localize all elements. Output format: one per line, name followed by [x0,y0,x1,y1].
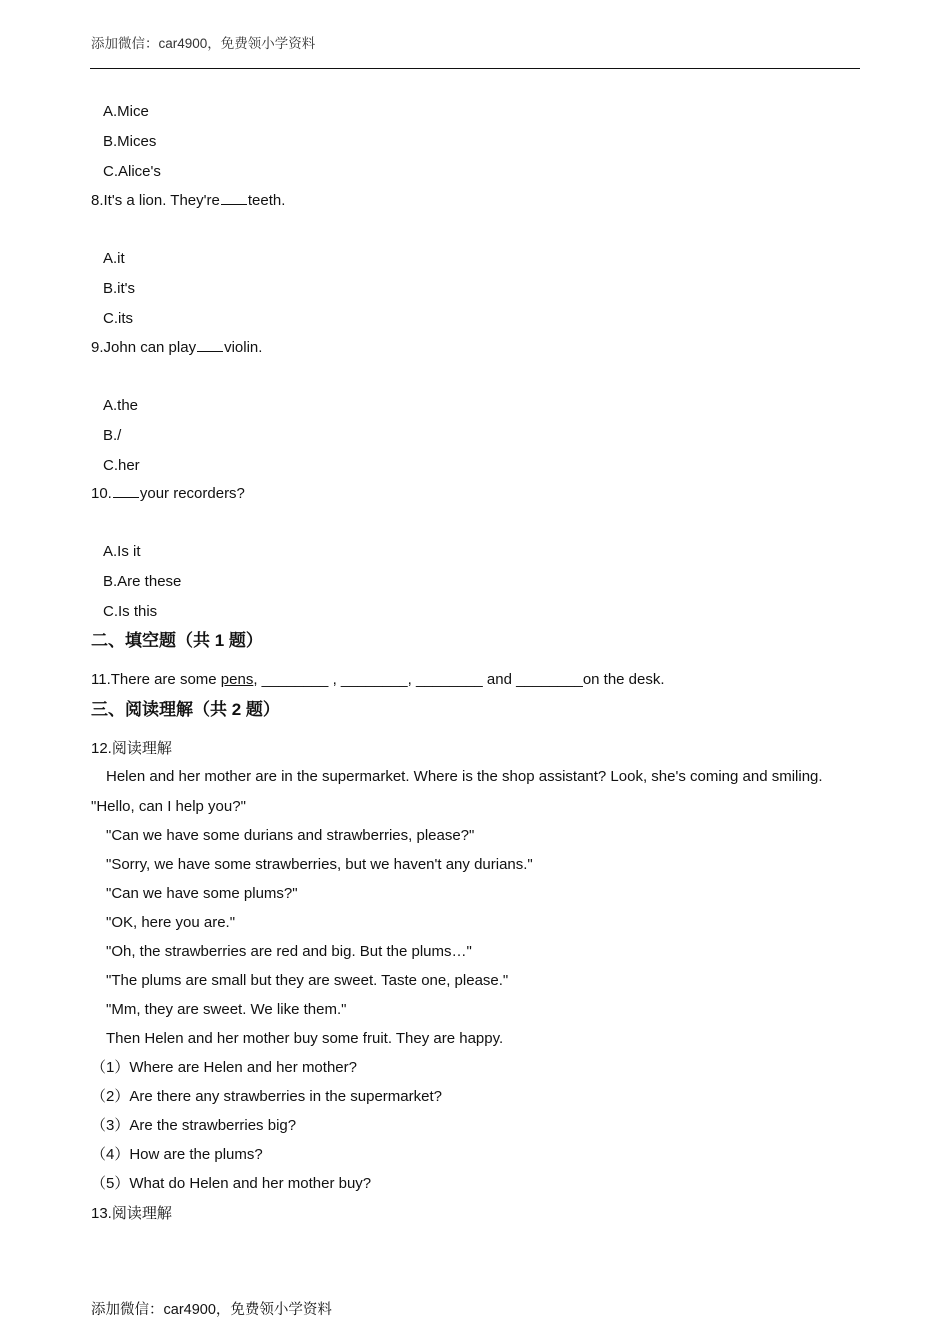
passage-line: "The plums are small but they are sweet. Taste one, please." [106,972,509,989]
question-10-suffix: your recorders? [139,485,245,502]
question-11-example-word: pens [220,671,254,688]
question-10-prefix: 10. [91,485,112,502]
q7-option-c: C.Alice's [103,163,161,180]
question-11-rest: , ________ , ________, ________ and ________on the desk. [253,671,665,688]
q8-option-c: C.its [103,310,133,327]
q10-option-b: B.Are these [103,573,182,590]
q8-option-a: A.it [103,250,125,267]
q9-option-c: C.her [103,457,140,474]
q7-option-a: A.Mice [103,103,149,120]
passage-line: "Oh, the strawberries are red and big. But the plums…" [106,943,472,960]
question-9 [91,338,262,358]
sub-question-3: （3）Are the strawberries big? [91,1117,297,1134]
question-9-prefix: 9.John can play [91,339,197,356]
question-11 [91,670,665,690]
passage-line: "Hello, can I help you?" [91,798,246,815]
question-8 [91,191,285,211]
question-8-prefix: 8.It's a lion. They're [91,192,220,209]
passage-line: "Sorry, we have some strawberries, but we haven't any durians." [106,856,533,873]
question-11-prefix: 11.There are some [91,671,221,688]
passage-line: Then Helen and her mother buy some fruit. They are happy. [106,1030,504,1047]
q8-option-b: B.it's [103,280,136,297]
section-heading-fill-in: 二、填空题（共 1 题） [91,631,263,650]
q10-option-c: C.Is this [103,603,158,620]
q7-option-b: B.Mices [103,133,157,150]
question-12-title: 12.阅读理解 [91,740,172,757]
passage-line: Helen and her mother are in the supermarket. Where is the shop assistant? Look, she's coming and smiling. [106,768,823,785]
passage-line: "Mm, they are sweet. We like them." [106,1001,347,1018]
question-9-suffix: violin. [224,339,263,356]
sub-question-5: （5）What do Helen and her mother buy? [91,1175,372,1192]
sub-question-2: （2）Are there any strawberries in the supermarket? [91,1088,442,1105]
question-8-suffix: teeth. [247,192,286,209]
page-header: 添加微信：car4900，免费领小学资料 [91,36,316,51]
answer-blank [221,191,247,205]
section-heading-reading: 三、阅读理解（共 2 题） [91,700,280,719]
q9-option-b: B./ [103,427,122,444]
passage-line: "Can we have some plums?" [106,885,298,902]
answer-blank [113,484,139,498]
page-footer: 添加微信：car4900，免费领小学资料 [91,1302,332,1318]
header-divider [90,68,860,69]
sub-question-4: （4）How are the plums? [91,1146,263,1163]
q9-option-a: A.the [103,397,139,414]
passage-line: "OK, here you are." [106,914,236,931]
q10-option-a: A.Is it [103,543,141,560]
sub-question-1: （1）Where are Helen and her mother? [91,1059,357,1076]
question-13-title: 13.阅读理解 [91,1205,172,1222]
answer-blank [197,338,223,352]
passage-line: "Can we have some durians and strawberries, please?" [106,827,475,844]
question-10 [91,484,245,504]
